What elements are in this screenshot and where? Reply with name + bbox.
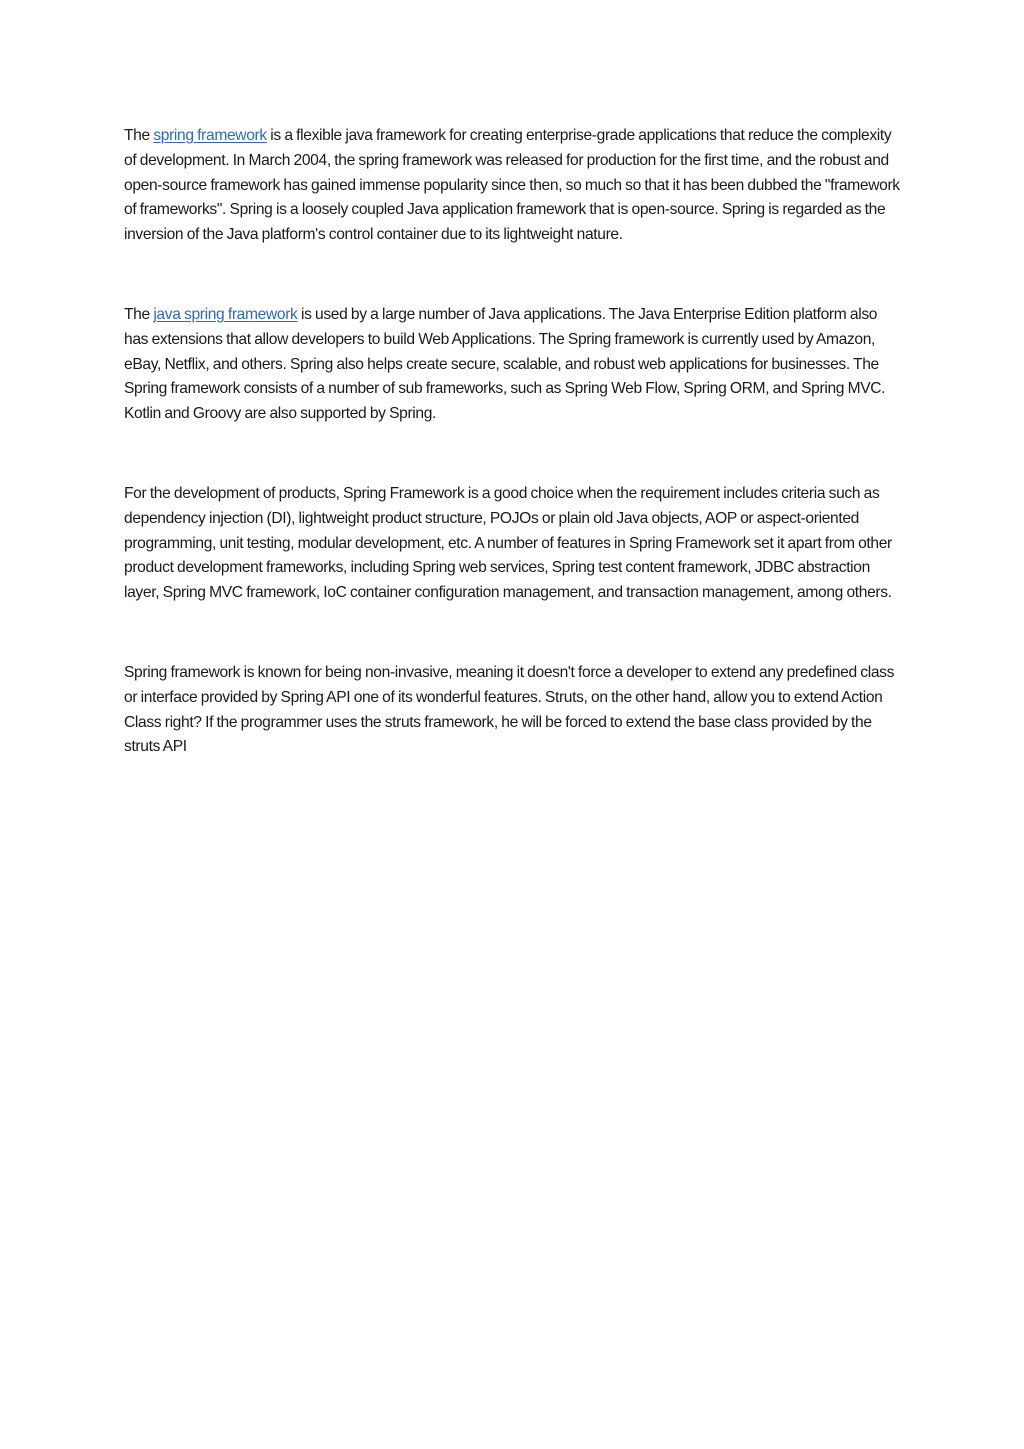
document-body	[124, 124, 902, 815]
paragraph-1-text: is a flexible java framework for creating enterprise-grade applications that reduce the complexity of development. In March 2004, the spring framework was released for production for the first time, and the robust and open-source framework has gained immense popularity since then, so much so that it has been dubbed the "framework of frameworks". Spring is a loosely coupled Java application framework that is open-source. Spring is regarded as the inversion of the Java platform's control container due to its lightweight nature.	[124, 127, 900, 244]
paragraph-2-text: is used by a large number of Java applications. The Java Enterprise Edition platform also has extensions that allow developers to build Web Applications. The Spring framework is currently used by Amazon, eBay, Netflix, and others. Spring also helps create secure, scalable, and robust web applications for businesses. The Spring framework consists of a number of sub frameworks, such as Spring Web Flow, Spring ORM, and Spring MVC. Kotlin and Groovy are also supported by Spring.	[124, 305, 886, 423]
paragraph-product-development: For the development of products, Spring Framework is a good choice when the requirement includes criteria such as dependency injection (DI), lightweight product structure, POJOs or plain old Java objects, AOP or aspect-oriented programming, unit testing, modular development, etc. A number of features in Spring Framework set it apart from other product development frameworks, including Spring web services, Spring test content framework, JDBC abstraction layer, Spring MVC framework, IoC container configuration management, and transaction management, among others.	[124, 484, 892, 602]
paragraph-1-prefix: The	[124, 127, 154, 144]
paragraph-2-prefix: The	[124, 305, 154, 323]
paragraph-spring-intro	[124, 124, 902, 248]
paragraph-non-invasive: Spring framework is known for being non-invasive, meaning it doesn't force a developer to extend any predefined class or interface provided by Spring API one of its wonderful features. Struts, on the other hand, allow you to extend Action Class right? If the programmer uses the struts framework, he will be forced to extend the base class provided by the struts API	[124, 663, 895, 756]
java-spring-framework-link[interactable]: java spring framework	[153, 305, 298, 323]
spring-framework-link[interactable]: spring framework	[153, 127, 267, 144]
paragraph-java-spring-usage	[124, 303, 902, 427]
